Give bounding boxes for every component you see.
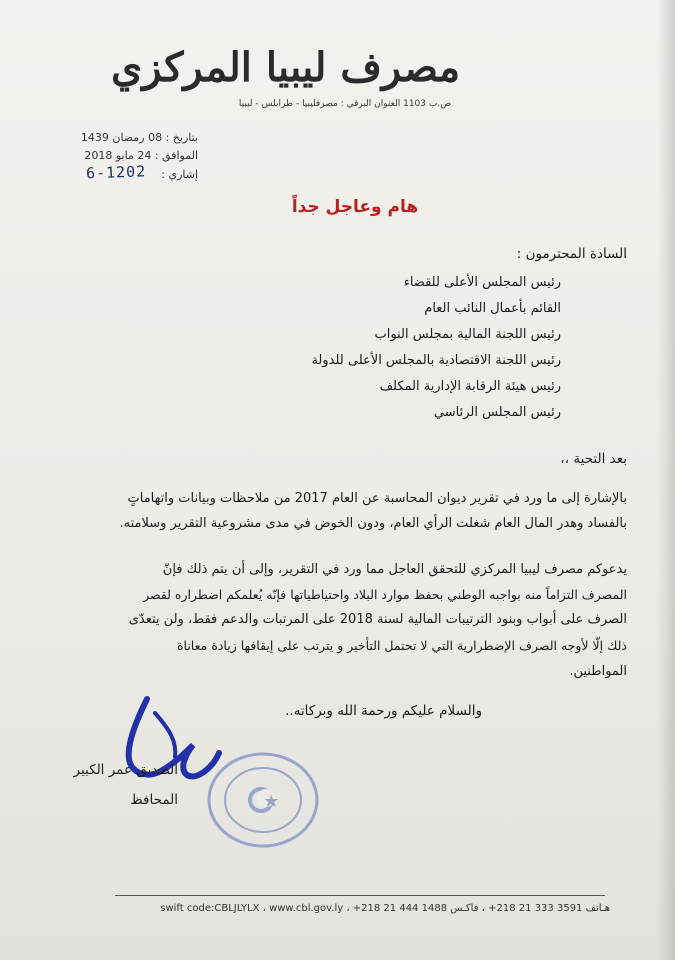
recipient-6: رئيس المجلس الرئاسي [433, 405, 561, 420]
urgent-heading: هام وعاجل جداً [291, 197, 419, 217]
paragraph2-line2: المصرف التزاماً منه بواجبه الوطني بحفظ موارد البلاد واحتياطياتها فإنّه يُعلمكم اضطراره لقصر [143, 587, 627, 602]
bank-address: ص.ب 1103 العنوان البرقي : مصرفليبيا - طرابلس - ليبيا [238, 99, 452, 109]
paragraph1-line1: بالإشارة إلى ما ورد في تقرير ديوان المحاسبة عن العام 2017 من ملاحظات وبيانات واتهاماتٍ [127, 491, 627, 506]
paragraph1-line2: بالفساد وهدر المال العام شغلت الرأي العام، ودون الخوض في مدى مشروعية التقرير وسلامته. [119, 516, 627, 531]
paragraph2-line3: الصرف على أبواب وبنود الترتيبات المالية لسنة 2018 على المرتبات والدعم فقط، ولن يتعدّى [128, 612, 627, 627]
signatory-title: المحافظ [130, 792, 178, 808]
recipient-5: رئيس هيئة الرقابة الإدارية المكلف [379, 379, 561, 394]
bank-logo: مصرف ليبيا المركزي [110, 44, 460, 91]
recipient-2: القائم بأعمال النائب العام [424, 301, 561, 316]
salutation: السادة المحترمون : [516, 246, 627, 262]
footer-contact: هـاتف 3591 333 21 218+ ، فاكـس 1488 444 21 218+ ، swift code:CBLJLYLX ، www.cbl.gov.ly [160, 903, 610, 914]
page-shadow [657, 0, 675, 960]
paragraph2-line5: المواطنين. [569, 664, 627, 679]
paragraph2-line1: يدعوكم مصرف ليبيا المركزي للتحقق العاجل مما ورد في التقرير، وإلى أن يتم ذلك فإنّ [162, 562, 627, 577]
date-hijri: بتاريخ : 08 رمضان 1439 [80, 131, 198, 144]
paragraph2-line4: ذلك إلّا لأوجه الصرف الإضطرارية التي لا تحتمل التأخير و يترتب على إيقافها زيادة معاناة [176, 638, 627, 653]
greeting: بعد التحية ،، [560, 451, 627, 467]
reference-number: 6-1202 [85, 162, 147, 183]
recipient-3: رئيس اللجنة المالية بمجلس النواب [374, 327, 561, 342]
recipient-4: رئيس اللجنة الاقتصادية بالمجلس الأعلى للدولة [311, 353, 561, 368]
reference-label: إشاري : [161, 168, 198, 181]
date-gregorian: الموافق : 24 مايو 2018 [84, 149, 198, 162]
footer-divider [115, 895, 605, 896]
closing-line: والسلام عليكم ورحمة الله وبركاته.. [285, 703, 482, 719]
official-stamp [205, 750, 321, 850]
signatory-name: الصديق عمر الكبير [73, 762, 178, 778]
recipient-1: رئيس المجلس الأعلى للقضاء [403, 275, 561, 290]
